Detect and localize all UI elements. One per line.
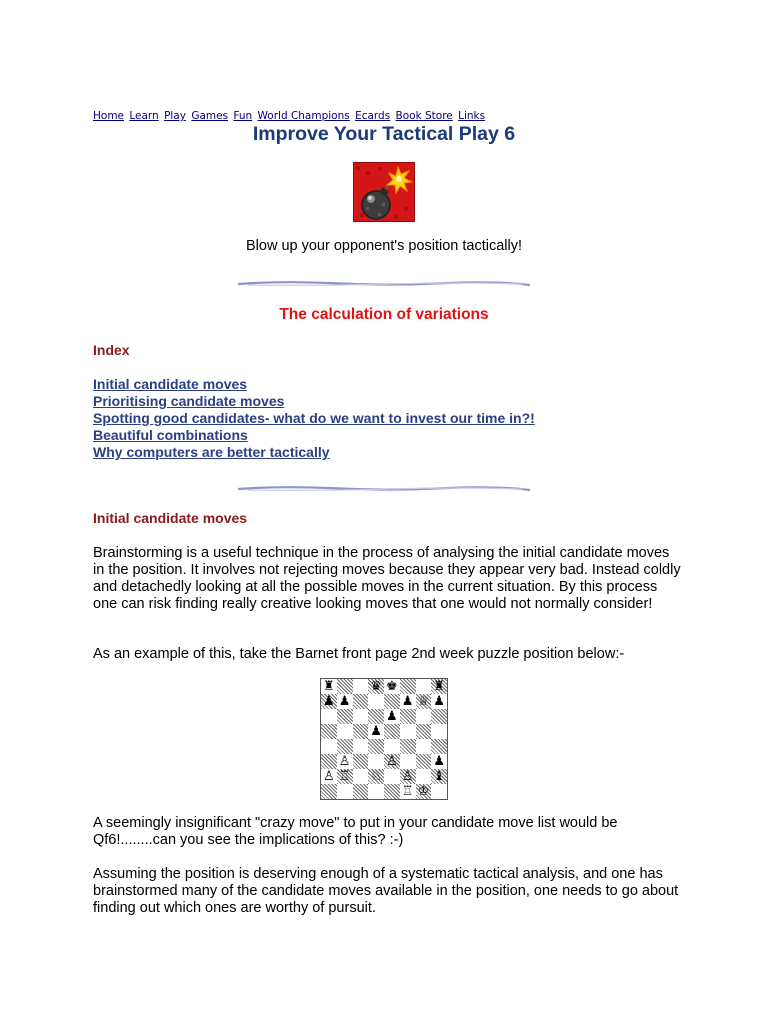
board-square [321,769,337,784]
index-link-initial-candidate-moves[interactable]: Initial candidate moves [93,376,248,392]
white-rook-icon: ♖ [338,769,351,784]
board-square [321,739,337,754]
black-pawn-icon: ♟ [323,694,335,709]
black-pawn-icon: ♟ [433,694,445,709]
board-square [353,709,369,724]
board-square [416,724,432,739]
board-square [353,724,369,739]
board-square [353,754,369,769]
board-square [400,709,416,724]
board-square [400,739,416,754]
board-square [337,784,353,799]
board-square [384,679,400,694]
board-square [321,724,337,739]
black-pawn-icon: ♟ [338,694,351,709]
section-title: The calculation of variations [279,306,489,323]
white-pawn-icon: ♙ [338,754,351,769]
bomb-icon [353,162,415,222]
black-king-icon: ♚ [386,679,398,694]
board-square [431,724,447,739]
index-link-prioritising-candidate-moves[interactable]: Prioritising candidate moves [93,393,285,409]
board-square [400,724,416,739]
nav-link-home[interactable]: Home [93,110,125,122]
decorative-divider [238,281,530,287]
index-list [93,376,535,461]
board-square [384,754,400,769]
nav-link-links[interactable]: Links [458,110,486,122]
chess-diagram [320,678,448,800]
white-king-icon: ♔ [417,784,430,799]
board-square [384,694,400,709]
board-square [321,709,337,724]
board-square [368,784,384,799]
board-square [353,784,369,799]
board-square [384,784,400,799]
index-link-beautiful-combinations[interactable]: Beautiful combinations [93,427,248,443]
board-square [321,754,337,769]
white-pawn-icon: ♙ [323,769,335,784]
board-square [368,769,384,784]
board-square [416,709,432,724]
white-knight-icon: ♘ [370,769,382,784]
board-square [353,739,369,754]
board-square [368,724,384,739]
board-square [353,679,369,694]
board-square [431,709,447,724]
black-pawn-icon: ♟ [433,754,445,769]
board-square [431,754,447,769]
board-square [353,769,369,784]
board-square [416,679,432,694]
board-square [337,724,353,739]
board-square [384,769,400,784]
board-square [416,694,432,709]
board-square [384,724,400,739]
black-pawn-icon: ♟ [386,709,398,724]
board-square [416,739,432,754]
board-square [384,709,400,724]
nav-link-learn[interactable]: Learn [129,110,159,122]
black-bishop-icon: ♝ [433,769,445,784]
decorative-divider [238,486,530,492]
board-square [337,754,353,769]
board-square [337,694,353,709]
board-square [431,769,447,784]
board-square [431,739,447,754]
index-link-spotting-good-candidates[interactable]: Spotting good candidates- what do we want to invest our time in?! [93,410,535,426]
board-square [337,709,353,724]
board-square [400,784,416,799]
board-square [384,739,400,754]
nav-link-fun[interactable]: Fun [233,110,253,122]
paragraph: As an example of this, take the Barnet front page 2nd week puzzle position below:- [93,646,625,662]
board-square [416,769,432,784]
board-square [337,769,353,784]
tagline: Blow up your opponent's position tactically! [245,238,522,254]
board-square [337,679,353,694]
board-square [368,709,384,724]
nav-link-world-champions[interactable]: World Champions [257,110,350,122]
white-queen-icon: ♕ [417,694,430,709]
white-pawn-icon: ♙ [386,754,398,769]
black-pawn-icon: ♟ [370,724,382,739]
paragraph: A seemingly insignificant "crazy move" to put in your candidate move list would be Qf6!........can you see the implications of this? :-) [93,815,618,848]
board-square [431,694,447,709]
board-square [400,754,416,769]
board-square [416,784,432,799]
black-queen-icon: ♛ [370,679,382,694]
nav-link-games[interactable]: Games [191,110,229,122]
board-square [431,784,447,799]
board-square [321,679,337,694]
black-pawn-icon: ♟ [401,694,414,709]
page-title: Improve Your Tactical Play 6 [252,123,516,145]
board-square [321,694,337,709]
board-square [353,694,369,709]
black-rook-icon: ♜ [323,679,335,694]
board-square [368,679,384,694]
board-square [337,739,353,754]
nav-link-ecards[interactable]: Ecards [355,110,391,122]
top-navigation [93,110,487,122]
black-rook-icon: ♜ [433,679,445,694]
board-square [416,754,432,769]
paragraph: Assuming the position is deserving enough of a systematic tactical analysis, and one has brainstormed many of the candidate moves available in the position, one needs to go about finding out which ones are worthy of pursuit. [93,866,679,916]
nav-link-book-store[interactable]: Book Store [395,110,453,122]
index-link-why-computers-better[interactable]: Why computers are better tactically [93,444,330,460]
white-rook-icon: ♖ [401,784,414,799]
board-square [400,679,416,694]
paragraph: Brainstorming is a useful technique in the process of analysing the initial candidate moves in the position. It involves not rejecting moves because they appear very bad. Instead coldly and detachedly looking at all the possible moves in the current situation. By this process one can risk finding really creative looking moves that one would not normally consider! [93,545,681,612]
index-heading: Index [93,342,130,358]
board-square [400,769,416,784]
board-square [431,679,447,694]
section-heading: Initial candidate moves [93,510,248,526]
board-square [321,784,337,799]
board-square [368,754,384,769]
board-square [368,739,384,754]
board-square [368,694,384,709]
white-pawn-icon: ♙ [401,769,414,784]
board-square [400,694,416,709]
nav-link-play[interactable]: Play [164,110,186,122]
